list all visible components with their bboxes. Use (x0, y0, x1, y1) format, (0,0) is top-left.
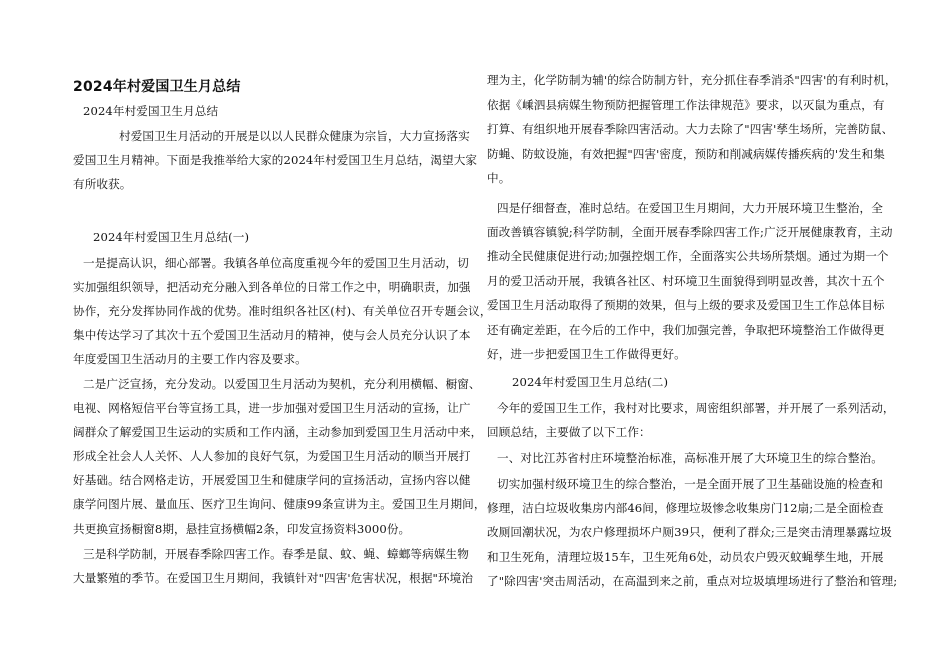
paragraph-line: 二是广泛宣扬，充分发动。以爱国卫生月活动为契机，充分利用横幅、橱窗、 (83, 377, 481, 391)
paragraph-line: 切实加强村级环境卫生的综合整治，一是全面开展了卫生基础设施的检查和 (497, 477, 883, 491)
paragraph-line: 还有确定差距，在今后的工作中，我们加强完善，争取把环境整治工作做得更 (487, 323, 885, 337)
paragraph-line: 今年的爱国卫生工作，我村对比要求，周密组织部署，并开展了一系列活动， (497, 401, 895, 415)
paragraph-line: 好基础。结合网格走访，开展爱国卫生和健康学问的宣扬活动，宣扬内容以健 (73, 473, 471, 487)
section-heading: 2024年村爱国卫生月总结(二) (512, 375, 669, 389)
paragraph-line: 三是科学防制，开展春季除四害工作。春季是鼠、蚊、蝇、蟑螂等病媒生物 (83, 547, 469, 561)
paragraph-line: 好，进一步把爱国卫生工作做得更好。 (487, 347, 686, 361)
paragraph-line: 形成全社会人人关怀、人人参加的良好气氛，为爱国卫生月活动的顺当开展打 (73, 449, 471, 463)
paragraph-line: 改厕回潮状况，为农户修理损坏户厕39只，便利了群众;三是突击清理暴露垃圾 (487, 525, 892, 539)
paragraph-line: 大量繁殖的季节。在爱国卫生月期间，我镇针对"四害'危害状况，根据"环境治 (73, 571, 474, 585)
paragraph-line: 四是仔细督查，准时总结。在爱国卫生月期间，大力开展环境卫生整治，全 (497, 201, 883, 215)
paragraph-line: 回顾总结，主要做了以下工作： (487, 425, 651, 439)
paragraph-line: 中。 (487, 171, 511, 185)
paragraph-line: 阔群众了解爱国卫生运动的实质和工作内涵，主动参加到爱国卫生月活动中来， (73, 425, 483, 439)
paragraph-line: 月的爱卫活动开展，我镇各社区、村环境卫生面貌得到明显改善，其次十五个 (487, 274, 885, 288)
paragraph-line: 打算、有组织地开展春季除四害活动。大力去除了"四害'孳生场所，完善防鼠、 (487, 122, 894, 136)
paragraph-line: 实加强组织领导，把活动充分融入到各单位的日常工作之中，明确职责，加强 (73, 280, 471, 294)
paragraph-line: 防蝇、防蚊设施，有效把握"四害'密度，预防和削减病媒传播疾病的'发生和集 (487, 147, 885, 161)
paragraph-line: 协作，充分发挥协同作战的优势。准时组织各社区(村)、有关单位召开专题会议， (73, 304, 492, 318)
paragraph-line: 年度爱国卫生活动月的主要工作内容及要求。 (73, 352, 307, 366)
paragraph-line: 和卫生死角，清理垃圾15车，卫生死角6处，动员农户毁灭蚊蝇孳生地，开展 (487, 550, 884, 564)
paragraph-line: 村爱国卫生月活动的开展是以以人民群众健康为宗旨，大力宣扬落实 (119, 129, 470, 143)
paragraph-line: 理为主，化学防制为辅'的综合防制方针，充分抓住春季消杀"四害'的有利时机， (487, 73, 897, 87)
paragraph-line: 了"除四害'突击周活动，在高温到来之前，重点对垃圾填埋场进行了整治和管理; (487, 574, 898, 588)
paragraph-line: 集中传达学习了其次十五个爱国卫生活动月的精神，使与会人员充分认识了本 (73, 328, 471, 342)
paragraph-line: 修理，洁白垃圾收集房内部46间，修理垃圾惨念收集房门12扇;二是全面检查 (487, 501, 884, 515)
document-title: 2024年村爱国卫生月总结 (73, 79, 241, 95)
paragraph-line: 面改善镇容镇貌;科学防制，全面开展春季除四害工作;广泛开展健康教育，主动 (487, 225, 893, 239)
paragraph-line: 康学问图片展、量血压、医疗卫生询问、健康99条宣讲为主。爱国卫生月期间， (73, 497, 486, 511)
paragraph-line: 共更换宣扬橱窗8期，悬挂宣扬横幅2条，印发宣扬资料3000份。 (73, 522, 411, 536)
subtitle: 2024年村爱国卫生月总结 (83, 104, 219, 118)
paragraph-line: 依据《嵊泗县病媒生物预防把握管理工作法律规范》要求，以灭鼠为重点，有 (487, 98, 885, 112)
section-heading: 2024年村爱国卫生月总结(一) (93, 230, 250, 244)
paragraph-line: 一是提高认识，细心部署。我镇各单位高度重视今年的爱国卫生月活动，切 (83, 256, 469, 270)
paragraph-line: 爱国卫生月精神。下面是我推举给大家的2024年村爱国卫生月总结，渴望大家 (73, 153, 478, 167)
paragraph-line: 电视、网格短信平台等宣扬工具，进一步加强对爱国卫生月活动的宣扬，让广 (73, 401, 471, 415)
paragraph-line: 一、对比江苏省村庄环境整治标准，高标准开展了大环境卫生的综合整治。 (497, 451, 883, 465)
paragraph-line: 有所收获。 (73, 177, 132, 191)
paragraph-line: 爱国卫生月活动取得了预期的效果，但与上级的要求及爱国卫生工作总体目标 (487, 298, 885, 312)
paragraph-line: 推动全民健康促进行动;加强控烟工作，全面落实公共场所禁烟。通过为期一个 (487, 249, 889, 263)
